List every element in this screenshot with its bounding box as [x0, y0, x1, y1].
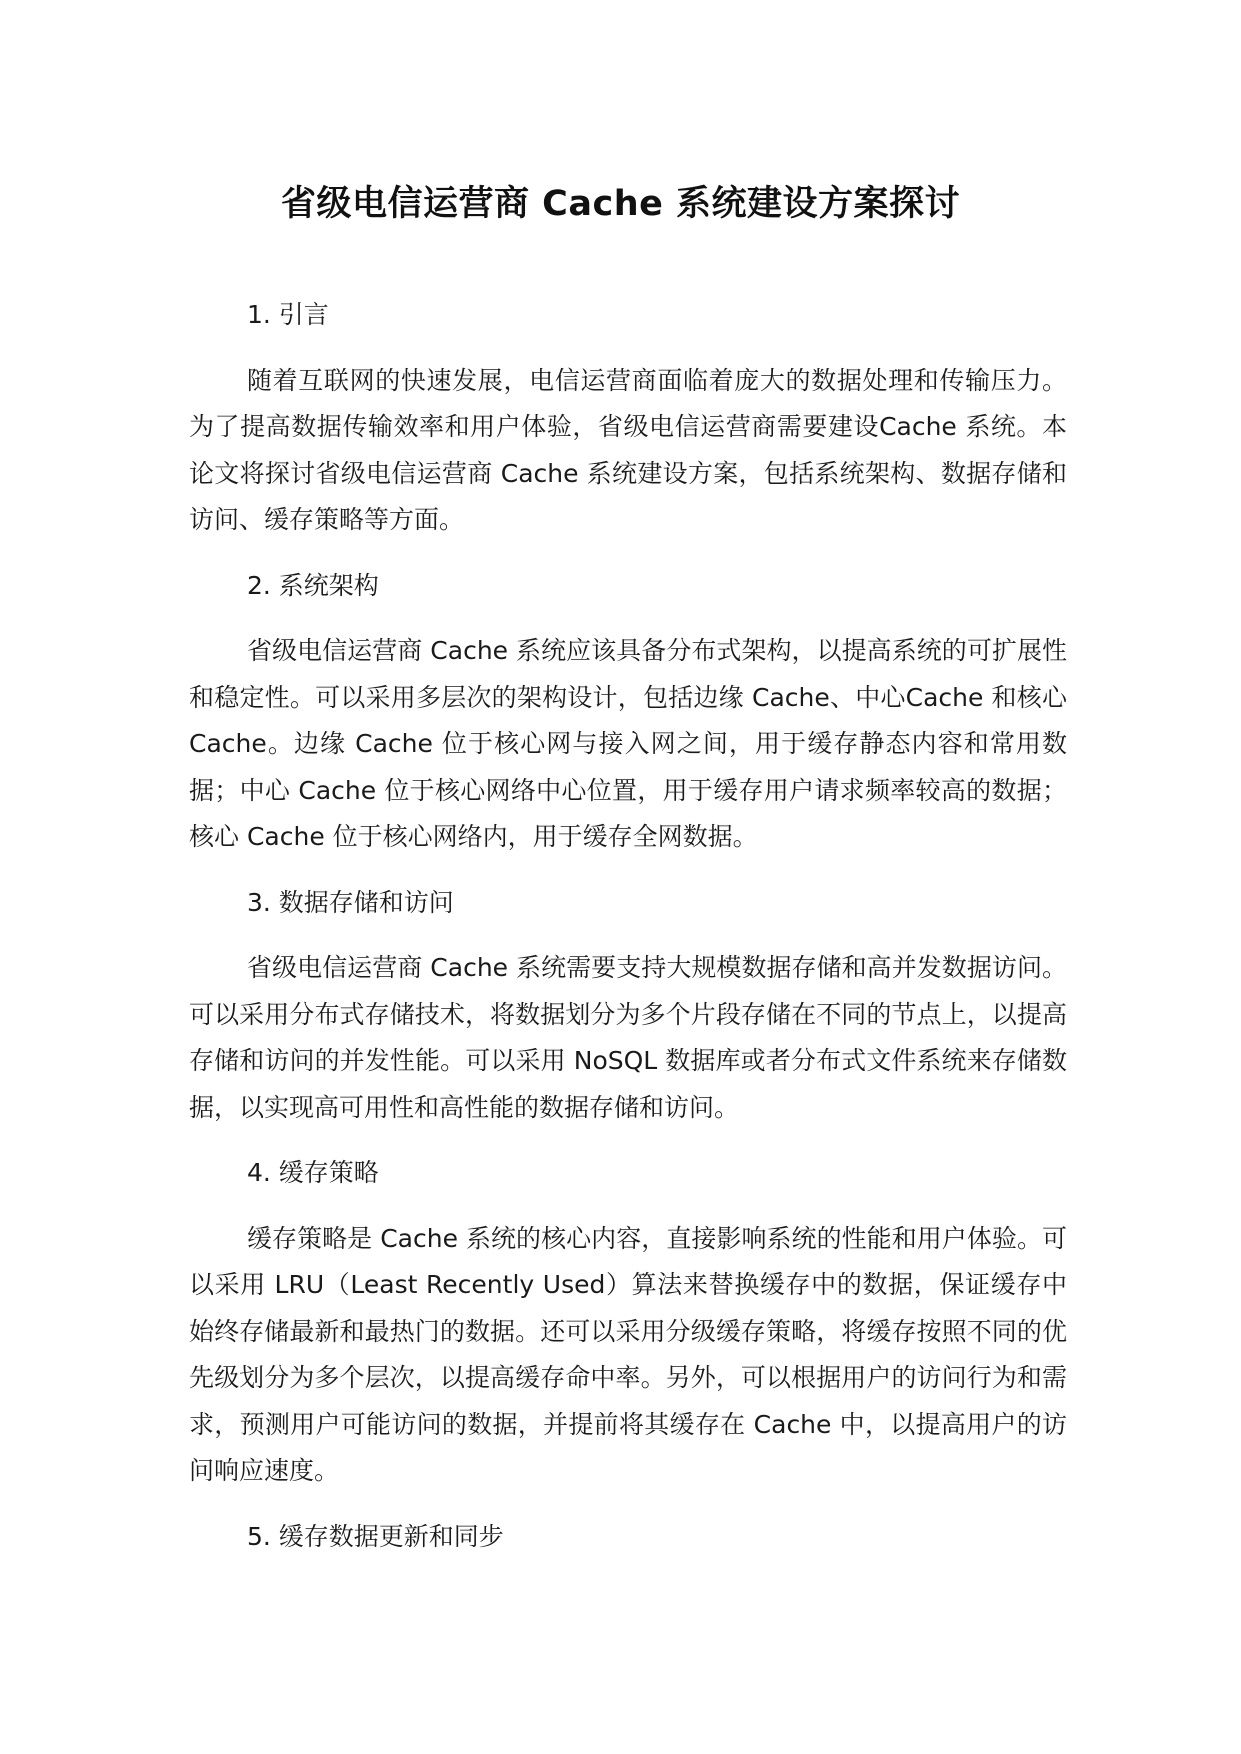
section-heading-architecture: 2. 系统架构	[247, 570, 379, 600]
document-title: 省级电信运营商 Cache 系统建设方案探讨	[280, 184, 961, 224]
section-heading-data-update-sync: 5. 缓存数据更新和同步	[247, 1521, 504, 1551]
section-heading-cache-strategy: 4. 缓存策略	[247, 1158, 379, 1187]
section-heading-storage-access: 3. 数据存储和访问	[247, 887, 454, 917]
section-paragraph-architecture: 省级电信运营商 Cache 系统应该具备分布式架构，以提高系统的可扩展性和稳定性。可以采用多层次的架构设计，包括边缘 Cache、中心Cache 和核心 Cache。边缘 Cache 位于核心网与接入网之间，用于缓存静态内容和常用数据；中心 Cache 位于核心网络中心位置，用于缓存用户请求频率较高的数据；核心 Cache 位于核心网络内，用于缓存全网数据。	[189, 636, 1067, 851]
document-body	[189, 292, 1067, 1579]
section-paragraph-cache-strategy: 缓存策略是 Cache 系统的核心内容，直接影响系统的性能和用户体验。可以采用 LRU（Least Recently Used）算法来替换缓存中的数据，保证缓存中始终存储最新和最热门的数据。还可以采用分级缓存策略，将缓存按照不同的优先级划分为多个层次，以提高缓存命中率。另外，可以根据用户的访问行为和需求，预测用户可能访问的数据，并提前将其缓存在 Cache 中，以提高用户的访问响应速度。	[189, 1223, 1067, 1485]
section-paragraph-introduction: 随着互联网的快速发展，电信运营商面临着庞大的数据处理和传输压力。为了提高数据传输效率和用户体验，省级电信运营商需要建设Cache 系统。本论文将探讨省级电信运营商 Cache 系统建设方案，包括系统架构、数据存储和访问、缓存策略等方面。	[189, 365, 1067, 534]
section-heading-introduction: 1. 引言	[247, 300, 329, 329]
section-paragraph-storage-access: 省级电信运营商 Cache 系统需要支持大规模数据存储和高并发数据访问。可以采用分布式存储技术，将数据划分为多个片段存储在不同的节点上，以提高存储和访问的并发性能。可以采用 NoSQL 数据库或者分布式文件系统来存储数据，以实现高可用性和高性能的数据存储和访问。	[189, 953, 1067, 1122]
